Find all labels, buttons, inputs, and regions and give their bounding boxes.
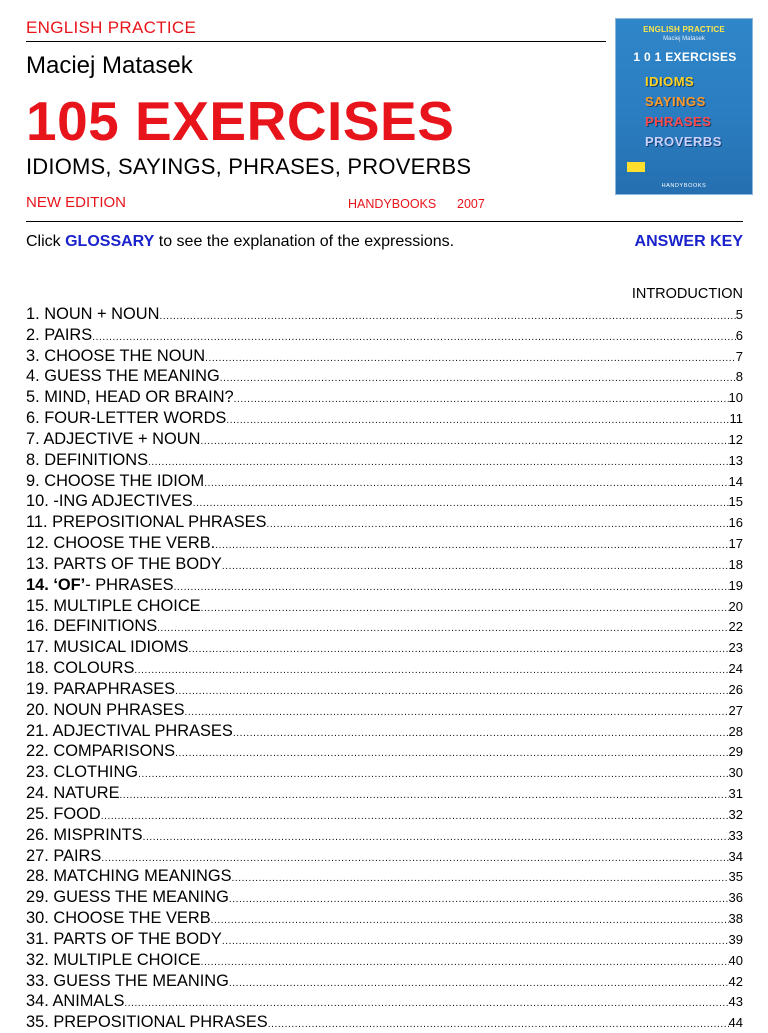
book-cover-image xyxy=(615,18,753,195)
toc-leader-dots xyxy=(204,474,728,492)
toc-entry-label xyxy=(26,616,157,636)
toc-entry-page: 43 xyxy=(728,994,743,1010)
toc-leader-dots xyxy=(211,911,729,929)
toc-entry[interactable] xyxy=(26,512,743,533)
cover-word: PROVERBS xyxy=(645,134,722,149)
toc-leader-dots xyxy=(200,432,728,450)
toc-entry[interactable] xyxy=(26,325,743,346)
toc-entry-title: MULTIPLE CHOICE xyxy=(53,950,201,969)
toc-leader-dots xyxy=(222,932,729,950)
toc-entry-label xyxy=(26,700,185,720)
section-rule xyxy=(26,221,743,222)
cover-word: IDIOMS xyxy=(645,74,695,89)
toc-entry-number: 3. xyxy=(26,346,40,365)
toc-entry[interactable] xyxy=(26,908,743,929)
toc-entry[interactable] xyxy=(26,866,743,887)
publisher-label: HANDYBOOKS xyxy=(348,197,437,211)
toc-entry-page: 34 xyxy=(728,848,743,864)
toc-entry[interactable] xyxy=(26,491,743,512)
cover-word: SAYINGS xyxy=(645,94,706,109)
toc-entry-title: CHOOSE THE IDIOM xyxy=(44,471,205,490)
toc-entry[interactable] xyxy=(26,721,743,742)
toc-entry-label xyxy=(26,741,175,761)
toc-entry-number: 34. xyxy=(26,992,49,1011)
toc-entry-page: 44 xyxy=(728,1015,743,1031)
toc-entry-page: 10 xyxy=(728,390,743,406)
toc-entry-title: MUSICAL IDIOMS xyxy=(53,638,189,657)
toc-entry-number: 11. xyxy=(26,513,48,532)
toc-entry[interactable] xyxy=(26,616,743,637)
toc-leader-dots xyxy=(193,494,729,512)
toc-entry-number: 1. xyxy=(26,305,40,323)
toc-entry-label xyxy=(26,471,204,491)
toc-leader-dots xyxy=(226,411,729,429)
year-label: 2007 xyxy=(457,197,485,211)
toc-entry-number: 13. xyxy=(26,554,49,573)
toc-entry-label xyxy=(26,866,232,886)
toc-entry[interactable] xyxy=(26,429,743,450)
toc-leader-dots xyxy=(185,703,729,721)
toc-entry[interactable] xyxy=(26,1012,743,1033)
toc-entry-page: 13 xyxy=(728,452,743,468)
toc-entry[interactable] xyxy=(26,929,743,950)
toc-entry-page: 14 xyxy=(728,473,743,489)
toc-leader-dots xyxy=(201,599,729,617)
toc-entry[interactable] xyxy=(26,825,743,846)
toc-entry-label xyxy=(26,658,134,678)
toc-entry-label xyxy=(26,429,200,449)
toc-entry-number: 12. xyxy=(26,534,49,553)
toc-entry-number: 35. xyxy=(26,1013,49,1032)
toc-entry-title: MATCHING MEANINGS xyxy=(53,867,232,886)
page-subtitle: IDIOMS, SAYINGS, PHRASES, PROVERBS xyxy=(26,154,472,179)
toc-entry-number: 26. xyxy=(26,825,49,844)
toc-leader-dots xyxy=(175,744,728,762)
toc-leader-dots xyxy=(232,869,729,887)
toc-entry-page: 8 xyxy=(735,369,743,385)
toc-entry-page: 7 xyxy=(735,348,743,364)
toc-entry-number: 15. xyxy=(26,596,49,615)
header-rule xyxy=(26,41,606,42)
toc-entry[interactable] xyxy=(26,950,743,971)
toc-leader-dots xyxy=(201,953,729,971)
toc-leader-dots xyxy=(120,786,729,804)
toc-entry-title: MULTIPLE CHOICE xyxy=(53,596,201,615)
toc-entry-number: 28. xyxy=(26,867,49,886)
toc-entry-number: 16. xyxy=(26,617,49,636)
toc-entry-title: GUESS THE MEANING xyxy=(53,971,229,990)
toc-entry-label xyxy=(26,887,229,907)
toc-leader-dots xyxy=(148,453,728,471)
toc-leader-dots xyxy=(101,849,728,867)
toc-entry-label xyxy=(26,637,188,657)
toc-leader-dots xyxy=(229,890,729,908)
toc-entry-title: CHOOSE THE NOUN xyxy=(44,346,206,365)
toc-entry-page: 17 xyxy=(728,536,743,552)
toc-entry-number: 21. xyxy=(26,721,49,740)
toc-entry-number: 23. xyxy=(26,763,49,782)
toc-entry-number: 8. xyxy=(26,450,40,469)
cover-author: Maciej Matasek xyxy=(663,36,705,42)
toc-entry-number: 14. xyxy=(26,575,49,594)
toc-entry-title: -ING ADJECTIVES xyxy=(53,492,193,511)
toc-entry-label xyxy=(26,929,222,949)
answer-key-link[interactable]: ANSWER KEY xyxy=(634,233,743,250)
toc-entry-number: 20. xyxy=(26,700,49,719)
toc-leader-dots xyxy=(229,974,729,992)
toc-entry-page: 38 xyxy=(728,911,743,927)
cover-badge xyxy=(627,162,645,172)
toc-entry-page: 12 xyxy=(728,431,743,447)
toc-entry[interactable] xyxy=(26,304,743,325)
toc-entry-number: 31. xyxy=(26,929,49,948)
toc-entry-label xyxy=(26,512,267,532)
toc-entry-page: 26 xyxy=(728,681,743,697)
instructions-line xyxy=(26,233,454,251)
toc-entry-number: 4. xyxy=(26,367,40,386)
toc-entry-number: 29. xyxy=(26,888,49,907)
toc-entry-title: PARTS OF THE BODY xyxy=(53,554,222,573)
toc-entry-number: 30. xyxy=(26,909,49,928)
toc-entry[interactable] xyxy=(26,596,743,617)
toc-entry-page: 31 xyxy=(728,786,743,802)
toc-entry-label xyxy=(26,783,120,803)
toc-entry[interactable] xyxy=(26,971,743,992)
toc-entry-label xyxy=(26,908,211,928)
toc-entry-page: 18 xyxy=(728,556,743,572)
toc-entry-title: COMPARISONS xyxy=(53,742,176,761)
toc-entry[interactable] xyxy=(26,387,743,408)
cover-series: ENGLISH PRACTICE xyxy=(643,25,725,34)
toc-leader-dots xyxy=(205,349,736,367)
toc-entry[interactable] xyxy=(26,658,743,679)
toc-entry-title: PARTS OF THE BODY xyxy=(53,929,222,948)
toc-entry[interactable] xyxy=(26,575,743,596)
series-label: ENGLISH PRACTICE xyxy=(26,18,197,37)
toc-entry-label xyxy=(26,450,148,470)
toc-entry-label xyxy=(26,679,175,699)
toc-leader-dots xyxy=(215,536,728,554)
toc-entry-title: PREPOSITIONAL PHRASES xyxy=(52,513,267,532)
toc-entry-page: 36 xyxy=(728,890,743,906)
toc-leader-dots xyxy=(134,661,728,679)
glossary-link[interactable]: GLOSSARY xyxy=(65,233,155,250)
toc-leader-dots xyxy=(267,515,729,533)
toc-leader-dots xyxy=(124,994,728,1012)
toc-entry-label xyxy=(26,387,234,407)
cover-title: 1 0 1 EXERCISES xyxy=(633,50,737,64)
page-title: 105 EXERCISES xyxy=(26,90,455,152)
toc-entry-title: FOOD xyxy=(53,804,101,823)
toc-entry-page: 33 xyxy=(728,827,743,843)
toc-entry-number: 9. xyxy=(26,471,40,490)
toc-entry-label xyxy=(26,846,101,866)
toc-leader-dots xyxy=(222,557,729,575)
toc-entry[interactable] xyxy=(26,679,743,700)
toc-entry-page: 42 xyxy=(728,973,743,989)
toc-entry-label xyxy=(26,491,193,511)
toc-entry-number: 33. xyxy=(26,971,49,990)
toc-entry[interactable] xyxy=(26,637,743,658)
toc-entry-label xyxy=(26,804,101,824)
toc-entry-label xyxy=(26,304,159,324)
toc-leader-dots xyxy=(268,1015,729,1033)
toc-entry-label xyxy=(26,971,229,991)
toc-entry-page: 5 xyxy=(735,307,743,322)
toc-entry-title: ADJECTIVAL PHRASES xyxy=(52,721,233,740)
toc-entry-label xyxy=(26,825,143,845)
toc-entry-label xyxy=(26,762,138,782)
toc-entry-page: 29 xyxy=(728,744,743,760)
toc-entry-page: 20 xyxy=(728,598,743,614)
toc-entry-title: COLOURS xyxy=(53,659,135,678)
toc-entry-label xyxy=(26,575,174,595)
toc-entry-title: DEFINITIONS xyxy=(44,450,149,469)
toc-entry-title: CHOOSE THE VERB xyxy=(53,909,211,928)
toc-entry-label xyxy=(26,1012,268,1032)
toc-leader-dots xyxy=(234,390,729,408)
toc-entry-title: NOUN + NOUN xyxy=(44,305,160,323)
toc-entry-number: 25. xyxy=(26,804,49,823)
toc-entry-title: ANIMALS xyxy=(52,992,125,1011)
toc-entry-label xyxy=(26,408,226,428)
cover-publisher: HANDYBOOKS xyxy=(661,183,707,189)
table-of-contents xyxy=(26,304,743,1033)
toc-entry-page: 22 xyxy=(728,619,743,635)
toc-entry-title: DEFINITIONS xyxy=(53,617,158,636)
toc-entry-page: 24 xyxy=(728,661,743,677)
toc-entry-number: 18. xyxy=(26,659,49,678)
toc-entry-page: 11 xyxy=(729,411,743,427)
toc-leader-dots xyxy=(157,619,728,637)
toc-entry-number: 10. xyxy=(26,492,49,511)
toc-entry-number: 2. xyxy=(26,325,40,344)
toc-entry-label xyxy=(26,596,201,616)
toc-entry[interactable] xyxy=(26,346,743,367)
toc-entry-page: 19 xyxy=(728,577,743,593)
toc-entry-title: CLOTHING xyxy=(53,763,139,782)
toc-entry-page: 28 xyxy=(728,723,743,739)
toc-entry[interactable] xyxy=(26,366,743,387)
introduction-link[interactable]: INTRODUCTION xyxy=(631,286,743,302)
toc-entry[interactable] xyxy=(26,783,743,804)
toc-entry-number: 22. xyxy=(26,742,49,761)
toc-entry[interactable] xyxy=(26,554,743,575)
toc-entry-number: 27. xyxy=(26,846,49,865)
toc-entry-title: ‘OF’- PHRASES xyxy=(53,575,174,594)
instructions-suffix: to see the explanation of the expressions. xyxy=(154,233,455,250)
toc-entry-title: NOUN PHRASES xyxy=(53,700,185,719)
toc-entry-label xyxy=(26,346,205,366)
toc-leader-dots xyxy=(92,328,736,346)
toc-entry[interactable] xyxy=(26,741,743,762)
toc-entry[interactable] xyxy=(26,887,743,908)
toc-entry-page: 30 xyxy=(728,765,743,781)
toc-entry-title: CHOOSE THE VERB. xyxy=(53,534,216,553)
toc-entry-page: 27 xyxy=(728,702,743,718)
toc-entry-title: ADJECTIVE + NOUN xyxy=(43,429,201,448)
toc-entry[interactable] xyxy=(26,450,743,471)
toc-leader-dots xyxy=(220,369,736,387)
toc-entry-label xyxy=(26,950,201,970)
toc-entry-page: 23 xyxy=(728,640,743,656)
toc-leader-dots xyxy=(159,307,735,325)
toc-entry-label xyxy=(26,554,222,574)
toc-entry-title: GUESS THE MEANING xyxy=(53,888,229,907)
toc-entry-label xyxy=(26,991,124,1011)
instructions-prefix: Click xyxy=(26,233,66,250)
toc-leader-dots xyxy=(143,828,729,846)
toc-leader-dots xyxy=(175,682,728,700)
toc-entry-title: MISPRINTS xyxy=(53,825,143,844)
toc-entry-number: 17. xyxy=(26,638,49,657)
toc-leader-dots xyxy=(101,807,729,825)
toc-leader-dots xyxy=(233,724,729,742)
toc-entry-label xyxy=(26,325,92,345)
toc-entry-page: 35 xyxy=(728,869,743,885)
toc-entry-label xyxy=(26,366,220,386)
toc-entry-number: 5. xyxy=(26,388,40,407)
toc-entry-page: 16 xyxy=(728,515,743,531)
toc-entry-title: FOUR-LETTER WORDS xyxy=(44,409,227,428)
toc-entry[interactable] xyxy=(26,700,743,721)
toc-entry[interactable] xyxy=(26,408,743,429)
toc-entry[interactable] xyxy=(26,804,743,825)
edition-label: NEW EDITION xyxy=(26,194,126,211)
toc-entry[interactable] xyxy=(26,471,743,492)
toc-entry-number: 24. xyxy=(26,784,49,803)
toc-entry-label xyxy=(26,721,233,741)
toc-leader-dots xyxy=(188,640,728,658)
toc-entry-number: 7. xyxy=(26,429,40,448)
toc-entry-title: GUESS THE MEANING xyxy=(44,367,220,386)
toc-entry-number: 32. xyxy=(26,950,49,969)
toc-entry[interactable] xyxy=(26,533,743,554)
toc-leader-dots xyxy=(174,578,729,596)
toc-entry-page: 15 xyxy=(728,494,743,510)
toc-entry-title: PARAPHRASES xyxy=(53,679,176,698)
toc-entry-number: 19. xyxy=(26,679,49,698)
toc-entry-title: PAIRS xyxy=(53,846,102,865)
toc-entry-page: 40 xyxy=(728,952,743,968)
toc-entry-title: NATURE xyxy=(53,784,120,803)
cover-word: PHRASES xyxy=(645,114,712,129)
toc-entry-number: 6. xyxy=(26,409,40,428)
toc-entry-page: 6 xyxy=(735,327,743,343)
toc-entry[interactable] xyxy=(26,762,743,783)
toc-entry-title: PAIRS xyxy=(44,325,93,344)
toc-entry[interactable] xyxy=(26,991,743,1012)
toc-leader-dots xyxy=(138,765,728,783)
toc-entry[interactable] xyxy=(26,846,743,867)
toc-entry-page: 39 xyxy=(728,931,743,947)
toc-entry-title: MIND, HEAD OR BRAIN? xyxy=(44,388,234,407)
toc-entry-label xyxy=(26,533,215,553)
author-name: Maciej Matasek xyxy=(26,52,193,79)
toc-entry-page: 32 xyxy=(728,806,743,822)
toc-entry-title: PREPOSITIONAL PHRASES xyxy=(53,1013,268,1032)
